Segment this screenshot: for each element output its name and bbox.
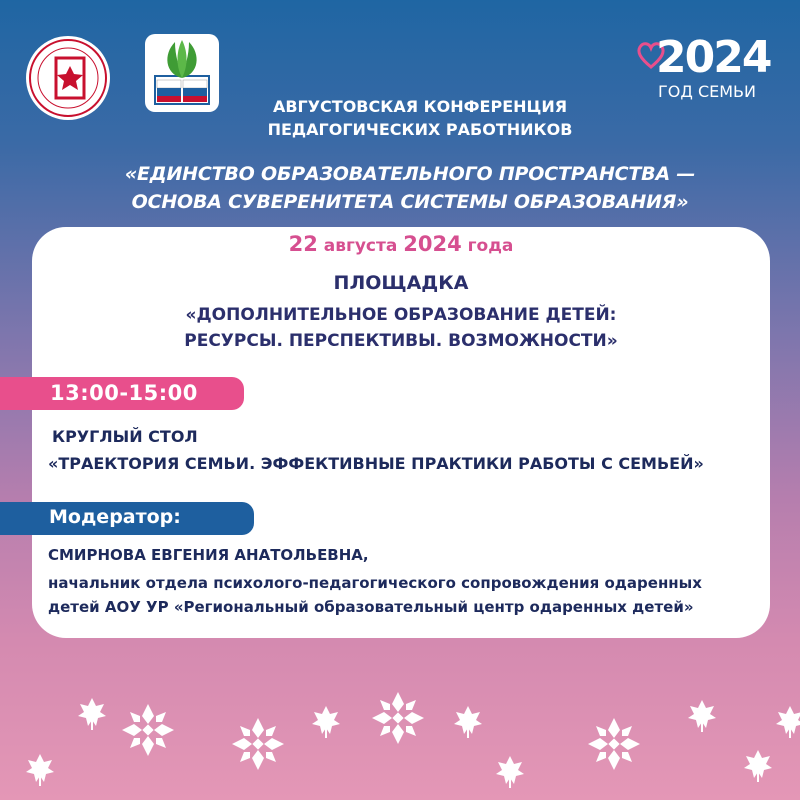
maple-leaf-icon	[776, 706, 800, 738]
year-of-family-logo	[636, 30, 771, 110]
year-number: 2024	[656, 32, 771, 83]
round-table-label: КРУГЛЫЙ СТОЛ	[52, 427, 198, 446]
moderator-name: СМИРНОВА ЕВГЕНИЯ АНАТОЛЬЕВНА,	[48, 546, 369, 564]
maple-leaf-icon	[496, 756, 524, 788]
theme-line: ОСНОВА СУВЕРЕНИТЕТА СИСТЕМЫ ОБРАЗОВАНИЯ»	[131, 191, 689, 213]
conference-title-line: АВГУСТОВСКАЯ КОНФЕРЕНЦИЯ	[272, 97, 568, 116]
round-table-name: «ТРАЕКТОРИЯ СЕМЬИ. ЭФФЕКТИВНЫЕ ПРАКТИКИ РАБОТЫ С СЕМЬЕЙ»	[48, 454, 704, 473]
maple-leaf-icon	[744, 750, 772, 782]
moderator-position-line: детей АОУ УР «Региональный образовательный центр одаренных детей»	[48, 598, 694, 616]
maple-leaf-icon	[26, 754, 54, 786]
maple-leaf-icon	[688, 700, 716, 732]
venue-label: ПЛОЩАДКА	[333, 272, 469, 294]
event-time: 13:00-15:00	[50, 381, 198, 405]
moderator-position-line: начальник отдела психолого-педагогического сопровождения одаренных	[48, 574, 702, 592]
year-subtitle: ГОД СЕМЬИ	[658, 82, 756, 101]
conference-title	[200, 95, 640, 141]
maple-leaf-icon	[454, 706, 482, 738]
decor-ornaments	[0, 640, 800, 800]
theme-line: «ЕДИНСТВО ОБРАЗОВАТЕЛЬНОГО ПРОСТРАНСТВА —	[124, 163, 696, 185]
venue-name-line: РЕСУРСЫ. ПЕРСПЕКТИВЫ. ВОЗМОЖНОСТИ»	[184, 331, 618, 351]
udmurt-emblem-logo	[26, 36, 110, 120]
maple-leaf-icon	[312, 706, 340, 738]
moderator-position	[48, 571, 758, 619]
snowflake-ornament-icon	[372, 692, 424, 744]
date-day: 22	[288, 232, 318, 256]
venue-name-line: «ДОПОЛНИТЕЛЬНОЕ ОБРАЗОВАНИЕ ДЕТЕЙ:	[185, 305, 617, 325]
date-month: августа	[323, 236, 398, 256]
snowflake-ornament-icon	[232, 718, 284, 770]
event-date	[32, 232, 770, 256]
moderator-label: Модератор:	[49, 506, 181, 528]
snowflake-ornament-icon	[588, 718, 640, 770]
venue-name	[32, 302, 770, 354]
conference-theme	[60, 160, 760, 216]
conference-title-line: ПЕДАГОГИЧЕСКИХ РАБОТНИКОВ	[267, 120, 573, 139]
date-year: 2024	[403, 232, 462, 256]
date-suffix: года	[467, 236, 514, 256]
maple-leaf-icon	[78, 698, 106, 730]
snowflake-ornament-icon	[122, 704, 174, 756]
